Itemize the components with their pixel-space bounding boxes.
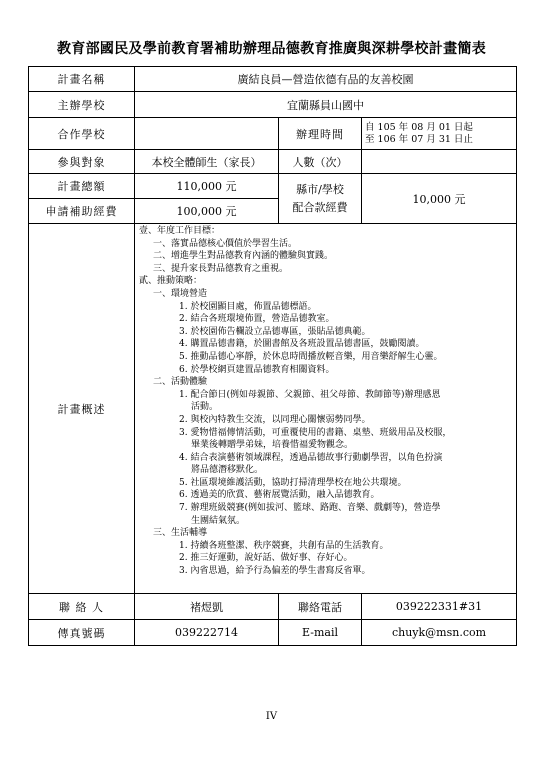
overview-line: 三、提升家長對品德教育之重視。 (153, 263, 289, 274)
count-value (362, 150, 517, 174)
participants-label: 參與對象 (29, 150, 135, 174)
total-label: 計畫總額 (29, 174, 135, 199)
period-label: 辦理時間 (279, 118, 362, 150)
row-fax (29, 620, 517, 646)
plan-name-label: 計畫名稱 (29, 67, 135, 92)
count-label: 人數（次） (279, 150, 362, 174)
requested-label: 申請補助經費 (29, 199, 135, 224)
overview-line: 一、落實品德核心價值於學習生活。 (153, 238, 298, 249)
county-funding-label-line1: 縣市/學校 (296, 182, 344, 196)
overview-line: 壹、年度工作目標： (139, 226, 221, 236)
total-value: 110,000 元 (135, 174, 279, 199)
email-label: E-mail (279, 620, 362, 646)
overview-line: 一、環境營造 (153, 288, 208, 299)
fax-value: 039222714 (135, 620, 279, 646)
overview-line: 5. 社區環境維護活動，協助打掃清理學校在地公共環境。 (179, 477, 407, 488)
partner-label: 合作學校 (29, 118, 135, 150)
row-overview (29, 224, 517, 594)
overview-line: 5. 推動品德心寧靜，於休息時間播放輕音樂，用音樂舒解生心靈。 (179, 351, 443, 362)
period-end: 至 106 年 07 月 31 日止 (365, 133, 473, 145)
overview-line: 三、生活輔導 (153, 528, 208, 539)
overview-line: 4. 購置品德書籍，於圖書館及各班設置品德書區，鼓勵閱讀。 (179, 339, 425, 350)
overview-line: 1. 於校園顯目處，佈置品德標語。 (179, 301, 317, 312)
overview-line: 6. 透過美的欣賞、藝術展覽活動，融入品德教育。 (179, 490, 380, 501)
phone-value: 039222331#31 (362, 594, 517, 620)
fax-label: 傳真號碼 (29, 620, 135, 646)
overview-content (135, 224, 517, 594)
overview-line: 1. 持續各班整潔、秩序競賽，共創有品的生活教育。 (179, 540, 389, 551)
overview-line: 3. 愛物惜福傳情活動，可重覆使用的書籍、桌墊、班級用品及校服， (179, 427, 452, 438)
period-value (362, 118, 517, 150)
overview-label: 計畫概述 (29, 224, 135, 594)
row-contact (29, 594, 517, 620)
overview-line: 二、活動體驗 (153, 377, 208, 388)
period-start: 自 105 年 08 月 01 日起 (365, 121, 473, 133)
school-value: 宜蘭縣員山國中 (135, 92, 517, 118)
overview-line: 4. 結合表演藝術領域課程，透過品德故事行動劇學習，以角色扮演 (179, 452, 443, 463)
plan-summary-table (28, 66, 517, 646)
requested-value: 100,000 元 (135, 199, 279, 224)
overview-line: 3. 內省思過，給予行為偏差的學生書寫反省單。 (179, 566, 371, 577)
overview-line: 6. 於學校網頁建置品德教育相關資料。 (179, 364, 335, 375)
overview-line: 生團結氣氛。 (191, 515, 246, 526)
page-number: IV (265, 711, 278, 722)
overview-line: 2. 推三好運動，說好話、做好事、存好心。 (179, 553, 353, 564)
partner-value (135, 118, 279, 150)
overview-line: 2. 結合各班環境佈置，營造品德教室。 (179, 314, 335, 325)
school-label: 主辦學校 (29, 92, 135, 118)
phone-label: 聯絡電話 (279, 594, 362, 620)
row-plan-name (29, 67, 517, 92)
contact-value: 褚煜凱 (135, 594, 279, 620)
overview-line: 1. 配合節日(例如母親節、父親節、祖父母節、教師節等)辦理感恩 (179, 389, 441, 400)
overview-line: 活動。 (191, 402, 219, 413)
overview-line: 7. 辦理班級競賽(例如拔河、籃球、路跑、音樂、戲劇等)，營造學 (179, 503, 441, 514)
overview-line: 二、增進學生對品德教育內涵的體驗與實踐。 (153, 251, 334, 262)
county-funding-value: 10,000 元 (362, 174, 517, 224)
row-school (29, 92, 517, 118)
overview-line: 畢業後轉贈學弟妹，培養惜福愛物觀念。 (191, 440, 354, 451)
row-partner (29, 118, 517, 150)
email-value: chuyk@msn.com (362, 620, 517, 646)
overview-line: 3. 於校園佈告欄設立品德專區，張貼品德典範。 (179, 326, 371, 337)
row-total (29, 174, 517, 199)
county-funding-label-line2: 配合款經費 (292, 200, 348, 214)
contact-label: 聯 絡 人 (29, 594, 135, 620)
row-participants (29, 150, 517, 174)
overview-line: 將品德潛移默化。 (191, 465, 264, 476)
overview-line: 貳、推動策略： (139, 276, 203, 287)
document-title: 教育部國民及學前教育署補助辦理品德教育推廣與深耕學校計畫簡表 (57, 41, 486, 57)
plan-name-value: 廣結良員—營造依德有品的友善校園 (135, 67, 517, 92)
participants-value: 本校全體師生（家長） (135, 150, 279, 174)
county-funding-label (279, 174, 362, 224)
overview-line: 2. 與校內特教生交流，以同理心關懷弱勢同學。 (179, 414, 371, 425)
